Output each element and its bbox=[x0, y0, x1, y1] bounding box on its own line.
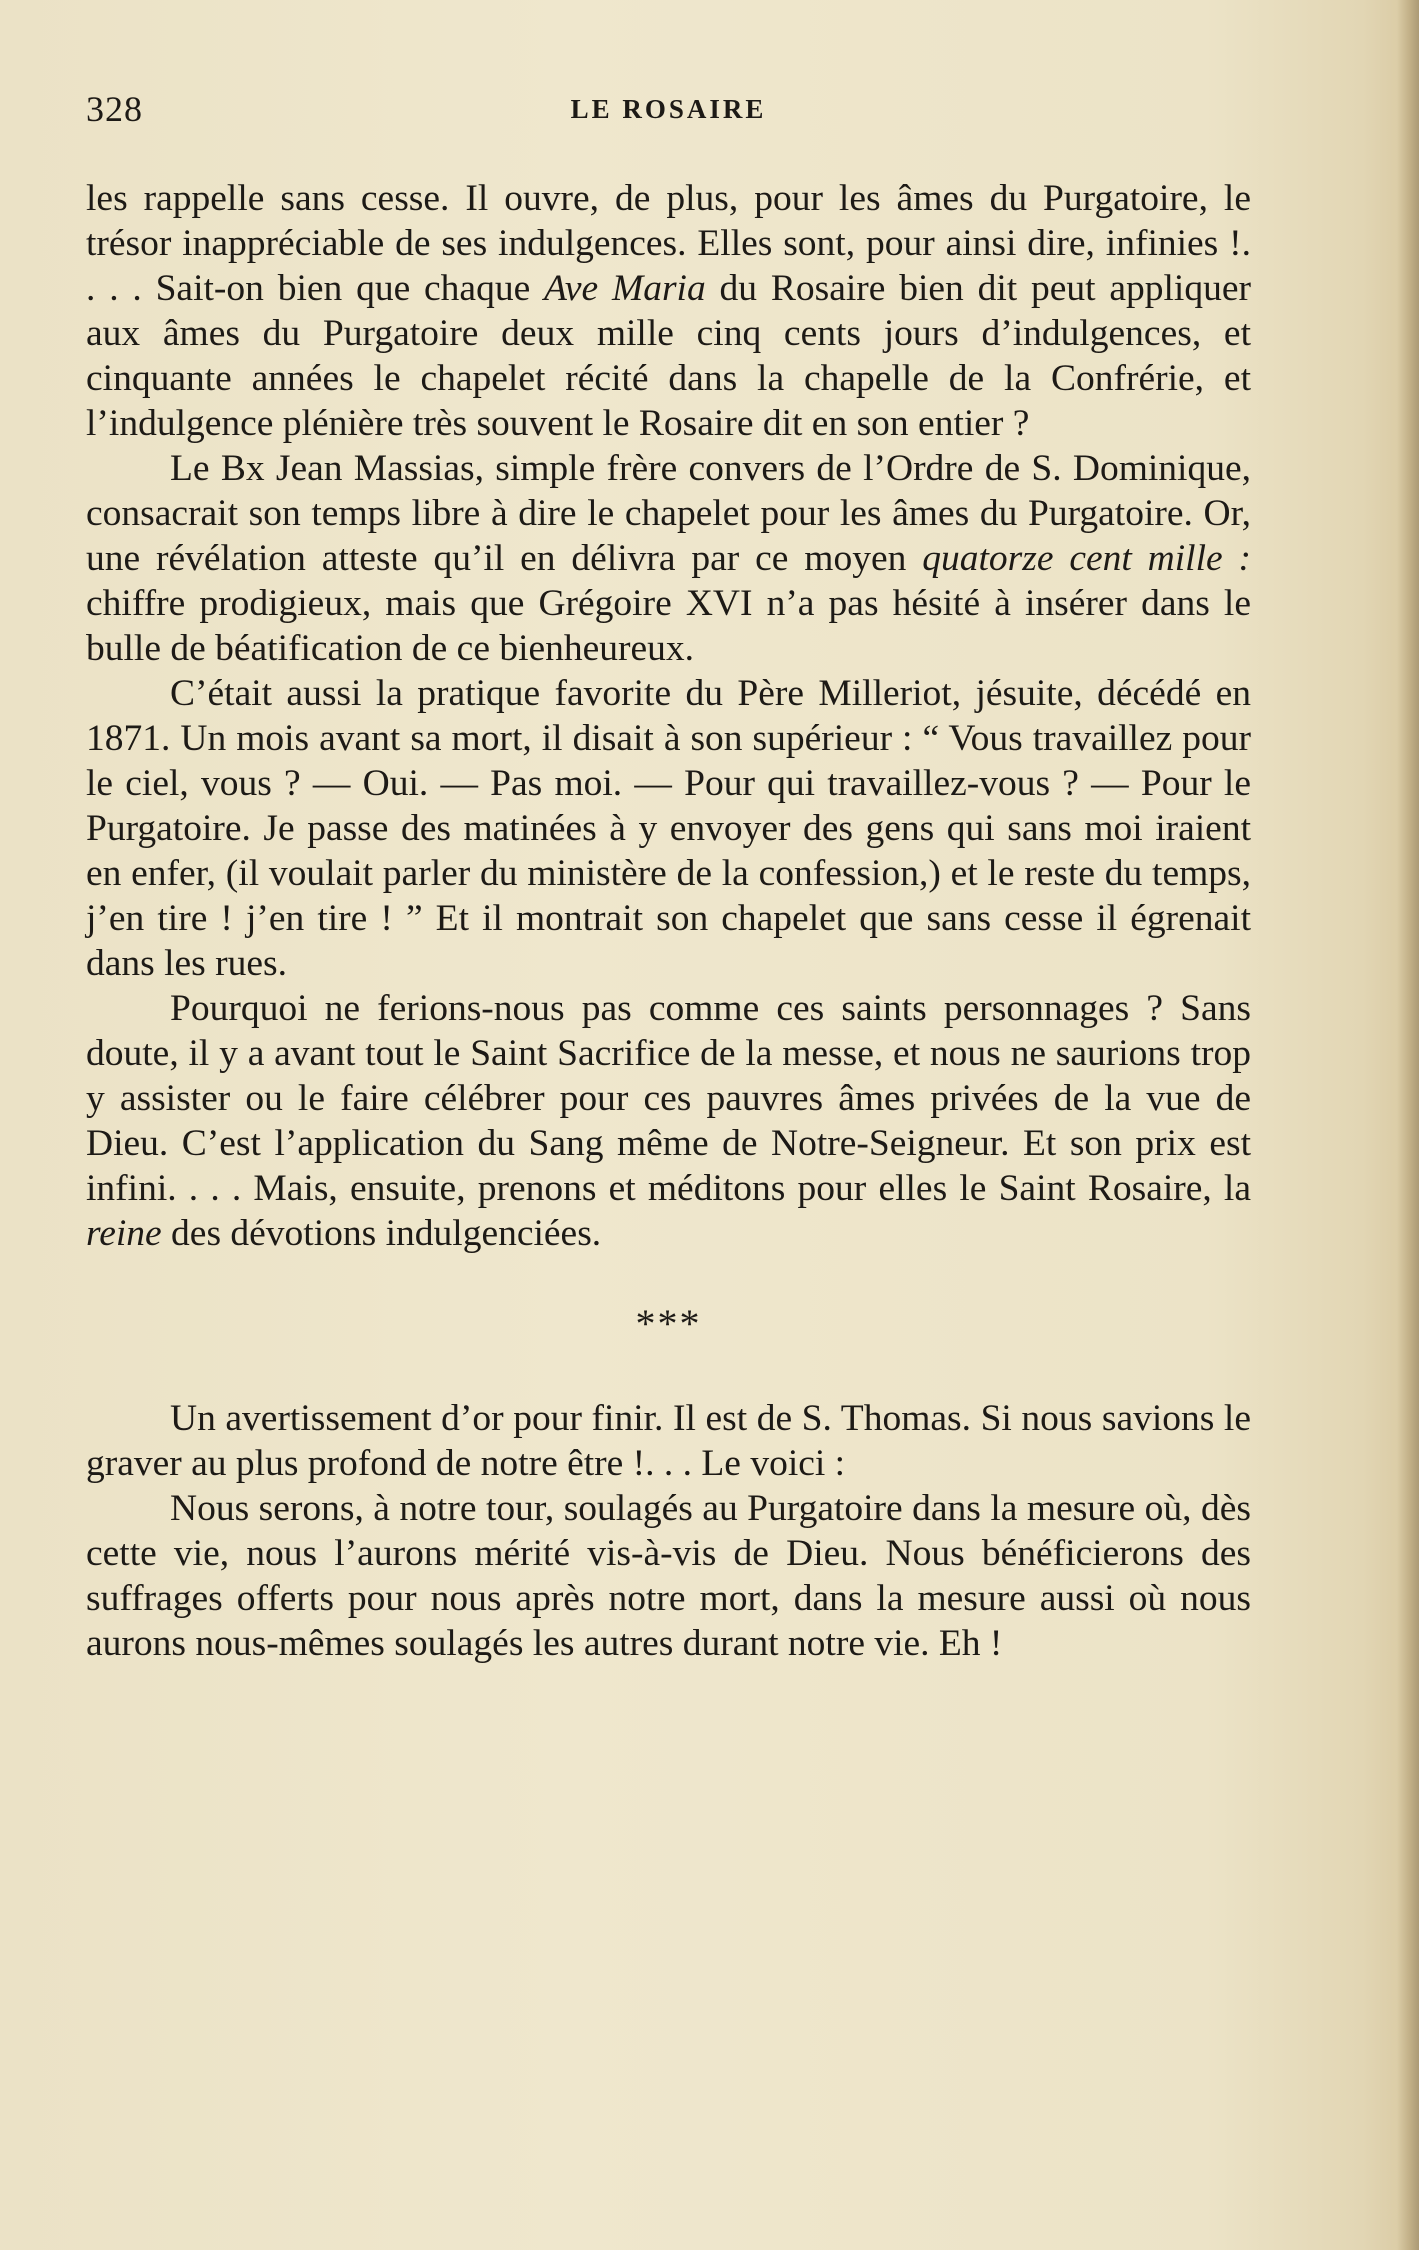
paragraph-3 bbox=[86, 671, 1251, 986]
paragraph-3-text: C’était aussi la pratique favorite du Père Milleriot, jésuite, décédé en 1871. Un mois avant sa mort, il disait à son supérieur : “ Vous travaillez pour le ciel, vous ? — Oui. — Pas moi. — Pour qui travaillez-vous ? — Pour le Purgatoire. Je passe des matinées à y envoyer des gens qui sans moi iraient en enfer, (il voulait parler du ministère de la confession,) et le reste du temps, j’en tire ! j’en tire ! ” Et il montrait son chapelet que sans cesse il égrenait dans les rues. bbox=[86, 673, 1251, 984]
paragraph-6: Nous serons, à notre tour, soulagés au Purgatoire dans la mesure où, dès cette vie, nous l’aurons mérité vis-à-vis de Dieu. Nous bénéficierons des suffrages offerts pour nous après notre mort, dans la mesure aussi où nous aurons nous-mêmes soulagés les autres durant notre vie. Eh ! bbox=[86, 1488, 1251, 1664]
paragraph-4-text-a: Pourquoi ne ferions-nous pas comme ces saints personnages ? Sans doute, il y a avant tout le Saint Sacrifice de la messe, et nous ne saurions trop y assister ou le faire célébrer pour ces pauvres âmes privées de la vue de Dieu. C’est l’application du Sang même de Notre-Seigneur. Et son prix est infini. . . . Mais, ensuite, prenons et méditons pour elles le Saint Rosaire, la bbox=[86, 988, 1251, 1209]
running-title: LE ROSAIRE bbox=[570, 94, 767, 124]
page-number: 328 bbox=[86, 89, 143, 129]
page-edge-shadow bbox=[1397, 0, 1419, 2250]
page-header bbox=[86, 88, 1251, 132]
paragraph-1-italic: Ave Maria bbox=[544, 268, 706, 309]
paragraph-2 bbox=[86, 446, 1251, 671]
paragraph-2-text-a: Le Bx Jean Massias, simple frère convers de l’Ordre de S. Dominique, consacrait son temps libre à dire le chapelet pour les âmes du Purgatoire. Or, une révélation atteste qu’il en délivra par ce moyen bbox=[86, 448, 1251, 579]
paragraph-4-text-b: des dévotions indulgenciées. bbox=[161, 1213, 602, 1254]
paragraph-4 bbox=[86, 986, 1251, 1256]
paragraph-2-italic: quatorze cent mille : bbox=[922, 538, 1251, 579]
paragraph-1-text-b: du Rosaire bien dit peut appliquer aux âmes du Purgatoire deux mille cinq cents jours d’indulgences, et cinquante années le chapelet récité dans la chapelle de la Confrérie, et l’indulgence plénière très souvent le Rosaire dit en son entier ? bbox=[86, 268, 1251, 444]
paragraph-4-italic: reine bbox=[86, 1213, 162, 1254]
body-text bbox=[86, 176, 1251, 1666]
paragraph-5: Un avertissement d’or pour finir. Il est de S. Thomas. Si nous savions le graver au plus profond de notre être !. . . Le voici : bbox=[86, 1398, 1251, 1484]
paragraph-1 bbox=[86, 176, 1251, 446]
paragraph-2-text-b: chiffre prodigieux, mais que Grégoire XVI n’a pas hésité à insérer dans le bulle de béatification de ce bienheureux. bbox=[86, 583, 1251, 669]
section-separator: *** bbox=[635, 1301, 702, 1346]
paragraph-1-text-a: les rappelle sans cesse. Il ouvre, de plus, pour les âmes du Purgatoire, le trésor inappréciable de ses indulgences. Elles sont, pour ainsi dire, infinies !. . . . Sait-on bien que chaque bbox=[86, 178, 1251, 309]
